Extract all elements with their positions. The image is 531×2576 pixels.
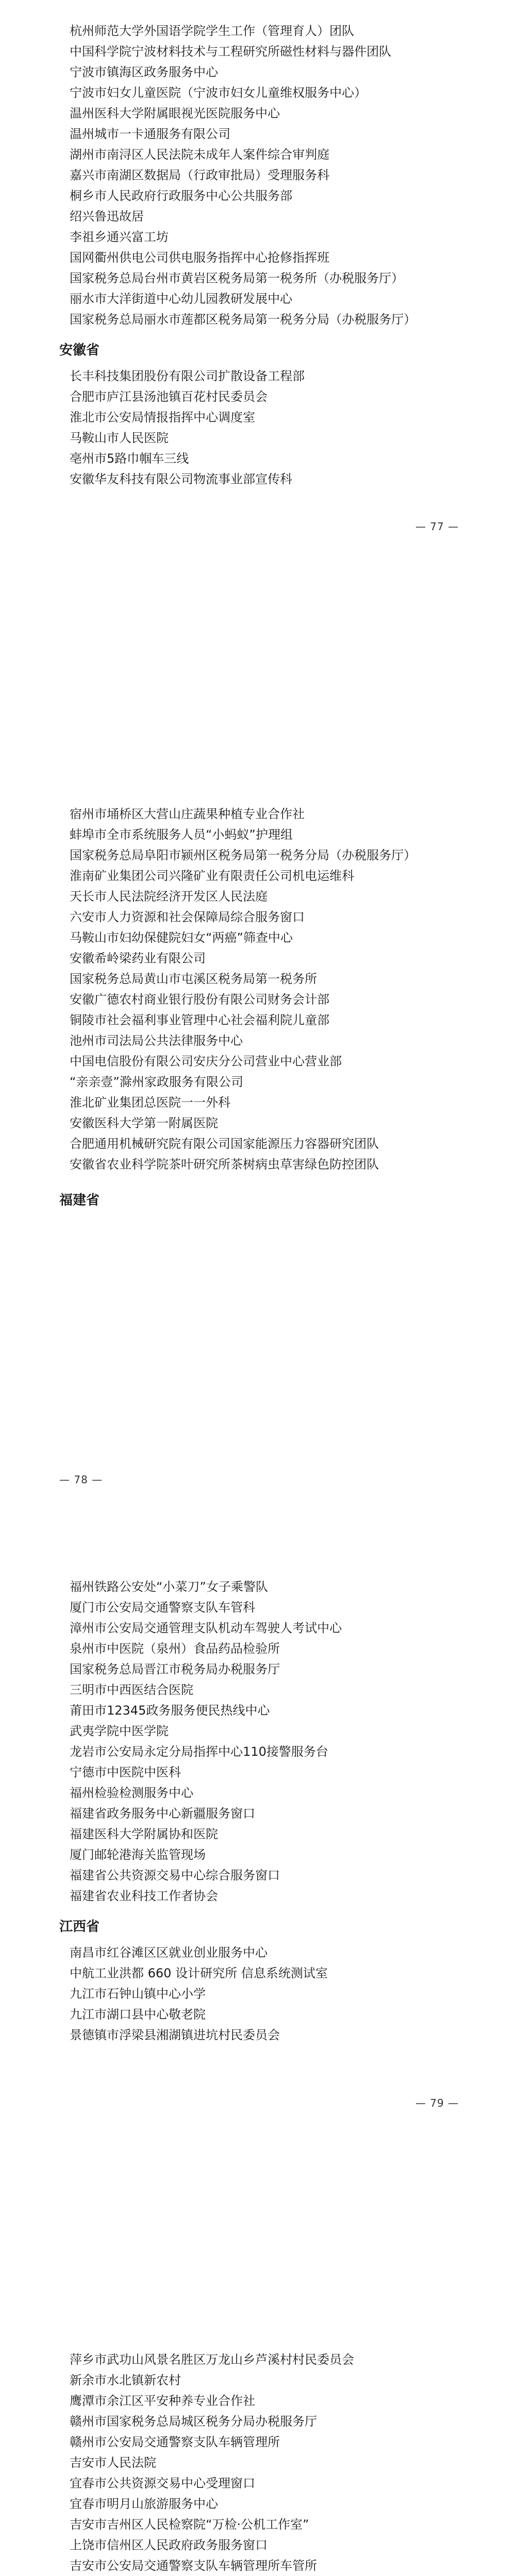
page-78 bbox=[0, 757, 531, 1530]
list-item: 安徽广德农村商业银行股份有限公司财务会计部 bbox=[70, 992, 329, 1007]
list-item: 国家税务总局黄山市屯溪区税务局第一税务所 bbox=[70, 972, 317, 986]
list-item: 宁德市中医院中医科 bbox=[70, 1765, 181, 1780]
list-item: 宁波市镇海区政务服务中心 bbox=[70, 65, 218, 79]
list-item: 莆田市12345政务服务便民热线中心 bbox=[70, 1703, 270, 1718]
list-item: 宜春市公共资源交易中心受理窗口 bbox=[70, 2476, 255, 2490]
list-item: 福建省公共资源交易中心综合服务窗口 bbox=[70, 1868, 280, 1883]
page-79 bbox=[0, 1530, 531, 2303]
list-item: 湖州市南浔区人民法院未成年人案件综合审判庭 bbox=[70, 147, 329, 162]
page-number: — 79 — bbox=[415, 2097, 459, 2109]
list-item: 国家税务总局阜阳市颍州区税务局第一税务分局（办税服务厅） bbox=[70, 848, 416, 862]
page-77 bbox=[0, 0, 531, 757]
list-item: 安徽华友科技有限公司物流事业部宣传科 bbox=[70, 472, 292, 486]
list-item: 温州城市一卡通服务有限公司 bbox=[70, 127, 230, 141]
list-item: 宁波市妇女儿童医院（宁波市妇女儿童维权服务中心） bbox=[70, 86, 367, 100]
list-item: 丽水市大洋街道中心幼儿园教研发展中心 bbox=[70, 292, 292, 306]
p79-list bbox=[70, 1577, 461, 1906]
list-item: 国家税务总局台州市黄岩区税务局第一税务所（办税服务厅） bbox=[70, 271, 404, 285]
list-item: 李祖乡通兴富工坊 bbox=[70, 230, 169, 244]
p77-list-2 bbox=[70, 366, 461, 489]
list-item: 中国电信股份有限公司安庆分公司营业中心营业部 bbox=[70, 1054, 342, 1069]
list-item: 南昌市红谷滩区区就业创业服务中心 bbox=[70, 1945, 268, 1960]
list-item: 合肥市庐江县汤池镇百花村民委员会 bbox=[70, 389, 268, 404]
list-item: 三明市中西医结合医院 bbox=[70, 1683, 193, 1697]
list-item: 安徽医科大学第一附属医院 bbox=[70, 1116, 218, 1130]
list-item: 淮南矿业集团公司兴隆矿业有限责任公司机电运维科 bbox=[70, 869, 354, 883]
list-item: 吉安市吉州区人民检察院“万检·公机工作室” bbox=[70, 2517, 309, 2532]
list-item: 亳州市5路巾帼车三线 bbox=[70, 451, 189, 466]
list-item: 天长市人民法院经济开发区人民法庭 bbox=[70, 889, 268, 904]
list-item: 厦门邮轮港海关监管现场 bbox=[70, 1848, 206, 1862]
list-item: 杭州师范大学外国语学院学生工作（管理育人）团队 bbox=[70, 24, 354, 38]
list-item: 萍乡市武功山风景名胜区万龙山乡芦溪村村民委员会 bbox=[70, 2352, 354, 2367]
list-item: 蚌埠市全市系统服务人员“小蚂蚁”护理组 bbox=[70, 827, 293, 842]
list-item: “亲亲壹”滁州家政服务有限公司 bbox=[70, 1075, 243, 1089]
list-item: 铜陵市社会福利事业管理中心社会福利院儿童部 bbox=[70, 1013, 329, 1027]
list-item: 国网衢州供电公司供电服务指挥中心抢修指挥班 bbox=[70, 250, 329, 265]
page-number: — 77 — bbox=[415, 520, 459, 533]
list-item: 宿州市埇桥区大营山庄蔬果种植专业合作社 bbox=[70, 807, 305, 821]
list-item: 嘉兴市南湖区数据局（行政审批局）受理服务科 bbox=[70, 168, 329, 182]
list-item: 淮北市公安局情报指挥中心调度室 bbox=[70, 410, 255, 425]
list-item: 福州铁路公安处“小菜刀”女子乘警队 bbox=[70, 1580, 268, 1594]
list-item: 淮北矿业集团总医院一一外科 bbox=[70, 1095, 230, 1110]
section-heading: 江西省 bbox=[59, 1919, 100, 1935]
section-heading: 福建省 bbox=[59, 1193, 100, 1208]
list-item: 吉安市人民法院 bbox=[70, 2455, 156, 2470]
list-item: 福建省农业科技工作者协会 bbox=[70, 1889, 218, 1903]
list-item: 福建省政务服务中心新疆服务窗口 bbox=[70, 1806, 255, 1821]
p77-list bbox=[70, 21, 461, 330]
p78-list bbox=[70, 804, 461, 1175]
list-item: 九江市石钟山镇中心小学 bbox=[70, 1987, 206, 2001]
list-item: 桐乡市人民政府行政服务中心公共服务部 bbox=[70, 189, 292, 203]
list-item: 赣州市国家税务总局城区税务分局办税服务厅 bbox=[70, 2414, 317, 2429]
list-item: 国家税务总局晋江市税务局办税服务厅 bbox=[70, 1662, 280, 1676]
list-item: 龙岩市公安局永定分局指挥中心110接警服务台 bbox=[70, 1744, 328, 1759]
list-item: 合肥通用机械研究院有限公司国家能源压力容器研究团队 bbox=[70, 1137, 379, 1151]
list-item: 福州检验检测服务中心 bbox=[70, 1786, 193, 1800]
list-item: 国家税务总局丽水市莲都区税务局第一税务分局（办税服务厅） bbox=[70, 312, 416, 327]
list-item: 绍兴鲁迅故居 bbox=[70, 209, 144, 224]
list-item: 九江市湖口县中心敬老院 bbox=[70, 2007, 206, 2022]
list-item: 中航工业洪都 660 设计研究所 信息系统测试室 bbox=[70, 1966, 328, 1980]
list-item: 吉安市公安局交通警察支队车辆管理所车管所 bbox=[70, 2558, 317, 2573]
list-item: 马鞍山市人民医院 bbox=[70, 431, 169, 445]
list-item: 泉州市中医院（泉州）食品药品检验所 bbox=[70, 1641, 280, 1656]
p80-list bbox=[70, 2349, 461, 2576]
list-item: 池州市司法局公共法律服务中心 bbox=[70, 1033, 243, 1048]
p79-list-2 bbox=[70, 1942, 461, 2045]
list-item: 厦门市公安局交通警察支队车管科 bbox=[70, 1600, 255, 1615]
list-item: 温州医科大学附属眼视光医院服务中心 bbox=[70, 106, 280, 121]
list-item: 上饶市信州区人民政府政务服务窗口 bbox=[70, 2538, 268, 2552]
list-item: 宜春市明月山旅游服务中心 bbox=[70, 2497, 218, 2511]
list-item: 武夷学院中医学院 bbox=[70, 1724, 169, 1738]
list-item: 安徽省农业科学院茶叶研究所茶树病虫草害绿色防控团队 bbox=[70, 1157, 379, 1172]
list-item: 漳州市公安局交通管理支队机动车驾驶人考试中心 bbox=[70, 1621, 342, 1635]
list-item: 长丰科技集团股份有限公司扩散设备工程部 bbox=[70, 369, 305, 383]
list-item: 六安市人力资源和社会保障局综合服务窗口 bbox=[70, 910, 305, 924]
list-item: 安徽希岭梁药业有限公司 bbox=[70, 951, 206, 965]
page-80 bbox=[0, 2303, 531, 2576]
list-item: 福建医科大学附属协和医院 bbox=[70, 1827, 218, 1841]
list-item: 景德镇市浮梁县湘湖镇进坑村民委员会 bbox=[70, 2028, 280, 2042]
section-heading: 安徽省 bbox=[59, 343, 100, 358]
list-item: 鹰潭市余江区平安种养专业合作社 bbox=[70, 2394, 255, 2408]
page-number: — 78 — bbox=[59, 1473, 103, 1486]
list-item: 马鞍山市妇幼保健院妇女“两癌”筛查中心 bbox=[70, 930, 293, 945]
list-item: 中国科学院宁波材料技术与工程研究所磁性材料与器件团队 bbox=[70, 44, 391, 59]
list-item: 赣州市公安局交通警察支队车辆管理所 bbox=[70, 2435, 280, 2449]
list-item: 新余市水北镇新农村 bbox=[70, 2373, 181, 2387]
